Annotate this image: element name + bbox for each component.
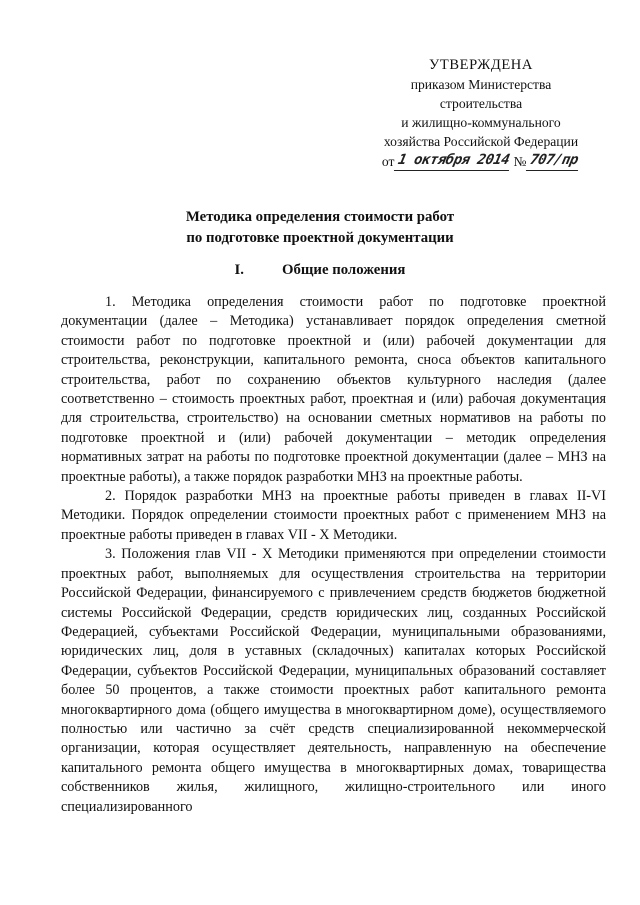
document-title — [0, 207, 640, 249]
section-name: Общие положения — [282, 262, 406, 278]
handwritten-date: 1 октября 2014 — [394, 151, 513, 171]
paragraph-3: 3. Положения глав VII - X Методики применяются при определении стоимости проектных работ, выполняемых для осуществления строительства на территории Российской Федерации, финансируемого с привлечением средств бюджетов бюджетной системы Российской Федерации, средств юридических лиц, созданных Российской Федерацией, субъектами Российской Федерации, муниципальными образованиями, юридических лиц, доля в уставных (складочных) капиталах которых Российской Федерации, субъектов Российской Федерации, муниципальных образований составляет более 50 процентов, а также стоимости проектных работ капитального ремонта многоквартирного дома (общего имущества в многоквартирном доме), осуществляемого полностью или частично за счёт средств специализированной некоммерческой организации, которая осуществляет деятельность, направленную на обеспечение капитального ремонта общего имущества в многоквартирных домах, товарищества собственников жилья, жилищного, жилищно-строительного или иного специализированного — [61, 546, 606, 815]
approval-line-construction: строительства — [439, 96, 523, 111]
approval-stamp-block — [360, 56, 602, 171]
approval-heading: УТВЕРЖДЕНА — [429, 57, 533, 73]
section-heading — [0, 262, 640, 279]
paragraph-2: 2. Порядок разработки МНЗ на проектные работы приведен в главах II-VI Методики. Порядок определении стоимости проектных работ с применением МНЗ на проектные работы приведен в главах VII - X Методики. — [61, 488, 606, 543]
handwritten-order-number: 707/пр — [526, 151, 582, 171]
date-prefix: от — [381, 154, 395, 169]
title-line-2: по подготовке проектной документации — [186, 230, 454, 246]
number-sign: № — [513, 154, 527, 169]
approval-line-federation: хозяйства Российской Федерации — [383, 134, 579, 149]
document-body — [61, 293, 606, 817]
title-line-1: Методика определения стоимости работ — [185, 209, 455, 225]
approval-date-line — [360, 151, 602, 171]
approval-line-housing: и жилищно-коммунального — [401, 115, 561, 130]
paragraph-1: 1. Методика определения стоимости работ по подготовке проектной документации (далее – Методика) устанавливает порядок определения сметной стоимости работ по подготовке проектной и (или) рабочей документации для строительства, реконструкции, капитального ремонта, сноса объектов капитального строительства, работ по сохранению объектов культурного наследия (далее соответственно – стоимость проектных работ, проектная и (или) рабочая документация для строительства, строительство) на основании сметных нормативов на работы по подготовке проектной и (или) рабочей документации – методик определения нормативных затрат на работы по подготовке проектной документации (далее – МНЗ на проектные работы), а также порядок разработки МНЗ на проектные работы. — [61, 294, 606, 485]
section-number: I. — [234, 262, 245, 278]
approval-line-ministry: приказом Министерства — [410, 77, 552, 92]
